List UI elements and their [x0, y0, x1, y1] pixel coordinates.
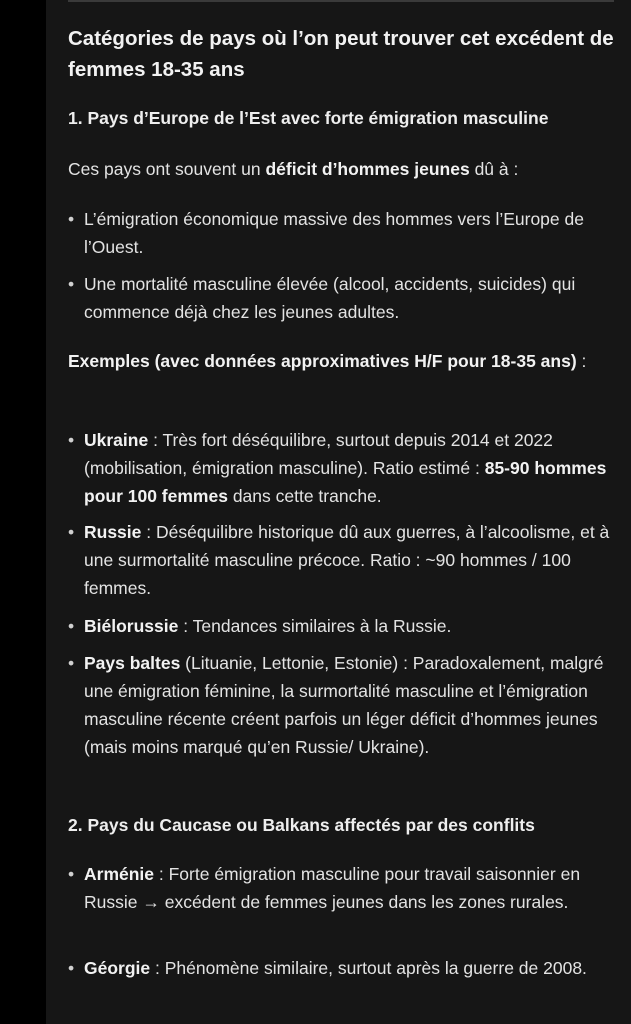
intro-text: Ces pays ont souvent un [68, 159, 266, 179]
list-item-russie [68, 518, 618, 602]
list-item-text [84, 426, 618, 510]
divider [68, 0, 614, 2]
bullet-icon: • [68, 616, 75, 636]
intro-bold-text: déficit d’hommes jeunes [265, 159, 470, 179]
list-item-text: L’émigration économique massive des hommes vers l’Europe de l’Ouest. [84, 209, 584, 257]
list-item [68, 270, 618, 326]
country-name: Pays baltes [84, 653, 181, 673]
section1-intro [68, 155, 618, 183]
country-name: Ukraine [84, 430, 149, 450]
list-item-text [84, 612, 618, 640]
country-text: (Lituanie, Lettonie, Estonie) : Paradoxalement, malgré une émigration féminine, la surmortalité masculine et l’émigration masculine récente créent parfois un léger déficit d’hommes jeunes (mais moins marqué qu’en Russie/ Ukraine). [84, 653, 604, 757]
list-item-armenie [68, 860, 618, 916]
country-text: : Phénomène similaire, surtout après la guerre de 2008. [150, 958, 587, 978]
list-item-ukraine [68, 426, 618, 510]
country-name: Russie [84, 522, 142, 542]
list-item-pays-baltes [68, 649, 618, 761]
country-text: : Forte émigration masculine pour travail saisonnier en Russie → excédent de femmes jeunes dans les zones rurales. [84, 864, 581, 912]
section2-title: 2. Pays du Caucase ou Balkans affectés par des conflits [68, 815, 535, 835]
country-text: : Déséquilibre historique dû aux guerres, à l’alcoolisme, et à une surmortalité masculine précoce. Ratio : ~90 hommes / 100 femmes. [84, 522, 610, 598]
list-item [68, 205, 618, 261]
list-item-text: Une mortalité masculine élevée (alcool, accidents, suicides) qui commence déjà chez les jeunes adultes. [84, 274, 576, 322]
country-name: Biélorussie [84, 616, 179, 636]
list-item-text [84, 518, 618, 602]
bullet-icon: • [68, 209, 75, 229]
examples-title-bold: Exemples (avec données approximatives H/F pour 18-35 ans) [68, 351, 577, 371]
section-heading: Catégories de pays où l’on peut trouver cet excédent de femmes 18-35 ans [68, 27, 614, 81]
list-item-text [84, 860, 618, 916]
list-item-bielorussie [68, 612, 618, 640]
bullet-icon: • [68, 653, 75, 673]
country-name: Géorgie [84, 958, 151, 978]
examples-title [68, 347, 618, 375]
list-item-text [84, 649, 618, 761]
country-text: : Très fort déséquilibre, surtout depuis 2014 et 2022 (mobilisation, émigration masculine). Ratio estimé : [84, 430, 553, 478]
intro-text-end: dû à : [469, 159, 519, 179]
list-item-georgie [68, 954, 618, 982]
bullet-icon: • [68, 958, 75, 978]
bullet-icon: • [68, 864, 75, 884]
section1-title: 1. Pays d’Europe de l’Est avec forte émigration masculine [68, 108, 549, 128]
country-text: : Tendances similaires à la Russie. [178, 616, 452, 636]
bullet-icon: • [68, 522, 75, 542]
country-name: Arménie [84, 864, 155, 884]
country-text-end: dans cette tranche. [227, 486, 382, 506]
examples-title-end: : [576, 351, 587, 371]
bullet-icon: • [68, 274, 75, 294]
list-item-text [84, 954, 618, 982]
country-text-bold: 85-90 hommes pour 100 femmes [84, 458, 607, 506]
bullet-icon: • [68, 430, 75, 450]
